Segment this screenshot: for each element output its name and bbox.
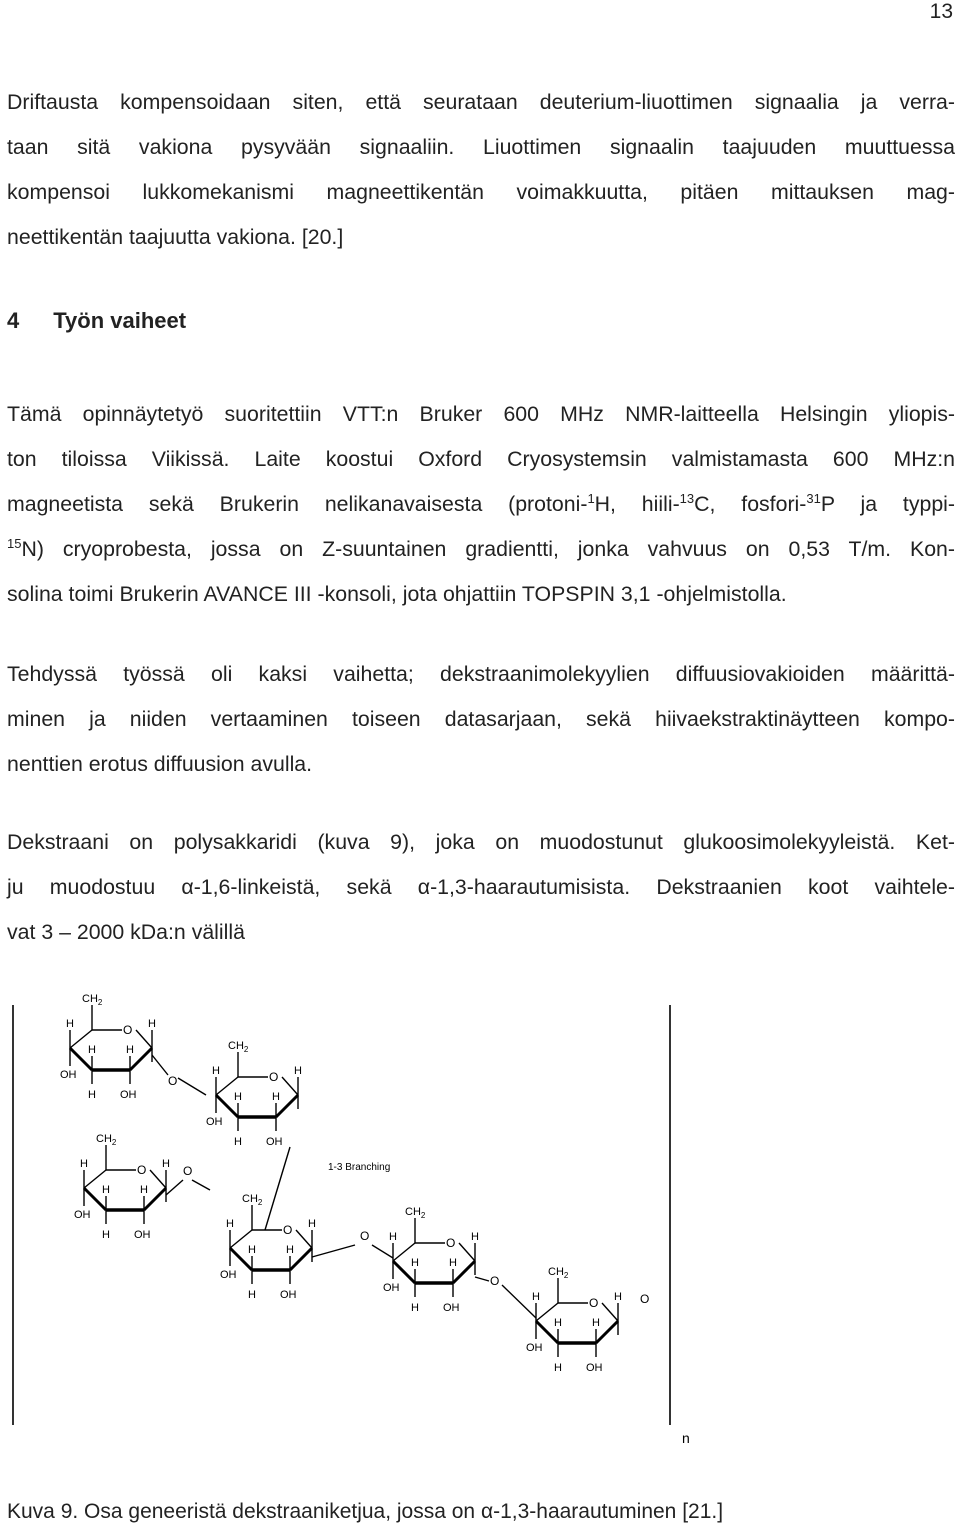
atom-label: H	[411, 1257, 419, 1269]
atom-label: H	[162, 1158, 170, 1170]
atom-label: H	[80, 1158, 88, 1170]
atom-label: H	[148, 1018, 156, 1030]
atom-label: H	[308, 1218, 316, 1230]
atom-label: H	[248, 1289, 256, 1301]
dextran-diagram	[0, 985, 960, 1455]
atom-label: H	[389, 1231, 397, 1243]
atom-label: H	[411, 1302, 419, 1314]
section-title: Työn vaiheet	[53, 308, 187, 333]
atom-label: OH	[280, 1289, 297, 1301]
superscript: 1	[587, 491, 595, 506]
bond-line	[372, 1245, 393, 1258]
ring-oxygen-label: O	[283, 1223, 293, 1237]
text-line	[7, 527, 955, 572]
text-line-isotopes	[7, 482, 955, 527]
text-line: vat 3 – 2000 kDa:n välillä	[7, 920, 245, 944]
atom-label: OH	[526, 1342, 543, 1354]
bond-line	[136, 1030, 152, 1048]
text-line: nenttien erotus diffuusion avulla.	[7, 752, 313, 776]
bridge-oxygen-label: O	[183, 1164, 193, 1178]
atom-label: H	[554, 1362, 562, 1374]
ch2-label: $CH_2$	[228, 1040, 249, 1054]
atom-label: H	[286, 1244, 294, 1256]
section-heading	[7, 308, 186, 334]
bond-line	[150, 1170, 166, 1188]
text-line: ju muodostuu α-1,6-linkeistä, sekä α-1,3-haarautumisista. Dekstraanien koot vaihtele-	[7, 875, 955, 899]
atom-label: H	[554, 1317, 562, 1329]
atom-label: OH	[383, 1282, 400, 1294]
bond-line	[602, 1303, 618, 1321]
bridge-oxygen-label: O	[360, 1229, 370, 1243]
bond-line	[282, 1077, 298, 1095]
atom-label: OH	[266, 1136, 283, 1148]
text-line: Tehdyssä työssä oli kaksi vaihetta; dekstraanimolekyylien diffuusiovakioiden määrittä-	[7, 662, 955, 686]
atom-label: OH	[586, 1362, 603, 1374]
dextran-structure-figure	[0, 985, 960, 1455]
bridge-oxygen-label: O	[168, 1074, 178, 1088]
superscript: 31	[806, 491, 821, 506]
atom-label: H	[126, 1044, 134, 1056]
atom-label: H	[212, 1065, 220, 1077]
bond-line	[312, 1245, 355, 1257]
paragraph-work-phases	[7, 652, 955, 787]
bond-line	[178, 1078, 206, 1095]
ring-oxygen-label: O	[123, 1023, 133, 1037]
atom-label: H	[532, 1291, 540, 1303]
text-run: magneetista sekä Brukerin nelikanavaisesta (protoni-	[7, 492, 588, 516]
bond-line	[475, 1277, 489, 1281]
atom-label: H	[66, 1018, 74, 1030]
ch2-label: $CH_2$	[548, 1266, 569, 1280]
ch2-label: $CH_2$	[96, 1133, 117, 1147]
ch2-label: $CH_2$	[242, 1193, 263, 1207]
text-line: taan sitä vakiona pysyvään signaaliin. Liuottimen signaalin taajuuden muuttuessa	[7, 135, 955, 159]
section-number: 4	[7, 308, 20, 333]
atom-label: H	[592, 1317, 600, 1329]
atom-label: H	[471, 1231, 479, 1243]
text-line: neettikentän taajuutta vakiona. [20.]	[7, 225, 344, 249]
ring-oxygen-label: O	[269, 1070, 279, 1084]
text-run: N) cryoprobesta, jossa on Z-suuntainen gradientti, jonka vahvuus on 0,53 T/m. Kon-	[21, 537, 955, 561]
atom-label: H	[88, 1044, 96, 1056]
atom-label: H	[140, 1184, 148, 1196]
atom-label: OH	[206, 1116, 223, 1128]
text-line: Driftausta kompensoidaan siten, että seurataan deuterium-liuottimen signaalia ja verra-	[7, 90, 955, 114]
bond-line	[459, 1243, 475, 1261]
atom-label: OH	[74, 1209, 91, 1221]
atom-label: H	[272, 1091, 280, 1103]
text-line: ton tiloissa Viikissä. Laite koostui Oxford Cryosystemsin valmistamasta 600 MHz:n	[7, 447, 955, 471]
bond-line	[296, 1230, 312, 1248]
figure-caption: Kuva 9. Osa geneeristä dekstraaniketjua, jossa on α-1,3-haarautuminen [21.]	[7, 1500, 724, 1523]
bond-line	[152, 1055, 168, 1075]
bridge-oxygen-label: O	[490, 1274, 500, 1288]
paragraph-drift-compensation	[7, 80, 955, 260]
atom-label: H	[234, 1091, 242, 1103]
atom-label: H	[449, 1257, 457, 1269]
atom-label: OH	[120, 1089, 137, 1101]
bridge-oxygen-label: O	[640, 1292, 650, 1306]
atom-label: OH	[220, 1269, 237, 1281]
bond-line	[502, 1285, 536, 1318]
text-run: H, hiili-	[594, 492, 680, 516]
bond-line	[265, 1147, 290, 1230]
atom-label: H	[294, 1065, 302, 1077]
ch2-label: $CH_2$	[82, 993, 103, 1007]
text-line: Tämä opinnäytetyö suoritettiin VTT:n Bruker 600 MHz NMR-laitteella Helsingin yliopis-	[7, 402, 955, 426]
text-line: Dekstraani on polysakkaridi (kuva 9), joka on muodostunut glukoosimolekyyleistä. Ket-	[7, 830, 955, 854]
atom-label: H	[102, 1229, 110, 1241]
text-line: kompensoi lukkomekanismi magneettikentän voimakkuutta, pitäen mittauksen mag-	[7, 180, 955, 204]
superscript: 15	[7, 536, 22, 551]
ring-oxygen-label: O	[446, 1236, 456, 1250]
atom-label: H	[614, 1291, 622, 1303]
paragraph-dextran	[7, 820, 955, 955]
paragraph-equipment	[7, 392, 955, 617]
atom-label: H	[102, 1184, 110, 1196]
text-line: minen ja niiden vertaaminen toiseen datasarjaan, sekä hiivaekstraktinäytteen kompo-	[7, 707, 955, 731]
ring-oxygen-label: O	[589, 1296, 599, 1310]
atom-label: H	[226, 1218, 234, 1230]
atom-label: OH	[443, 1302, 460, 1314]
text-run: C, fosfori-	[694, 492, 807, 516]
repeat-n-label: n	[682, 1430, 690, 1446]
atom-label: H	[248, 1244, 256, 1256]
text-line: solina toimi Brukerin AVANCE III -konsoli, jota ohjattiin TOPSPIN 3,1 -ohjelmistolla.	[7, 582, 787, 606]
bond-line	[192, 1180, 210, 1190]
superscript: 13	[679, 491, 695, 506]
text-run: P ja typpi-	[820, 492, 955, 516]
page-number: 13	[929, 0, 953, 23]
atom-label: OH	[134, 1229, 151, 1241]
atom-label: H	[88, 1089, 96, 1101]
ring-oxygen-label: O	[137, 1163, 147, 1177]
branching-label: 1-3 Branching	[328, 1162, 391, 1173]
atom-label: H	[234, 1136, 242, 1148]
atom-label: OH	[60, 1069, 77, 1081]
ch2-label: $CH_2$	[405, 1206, 426, 1220]
bond-line	[166, 1180, 183, 1195]
